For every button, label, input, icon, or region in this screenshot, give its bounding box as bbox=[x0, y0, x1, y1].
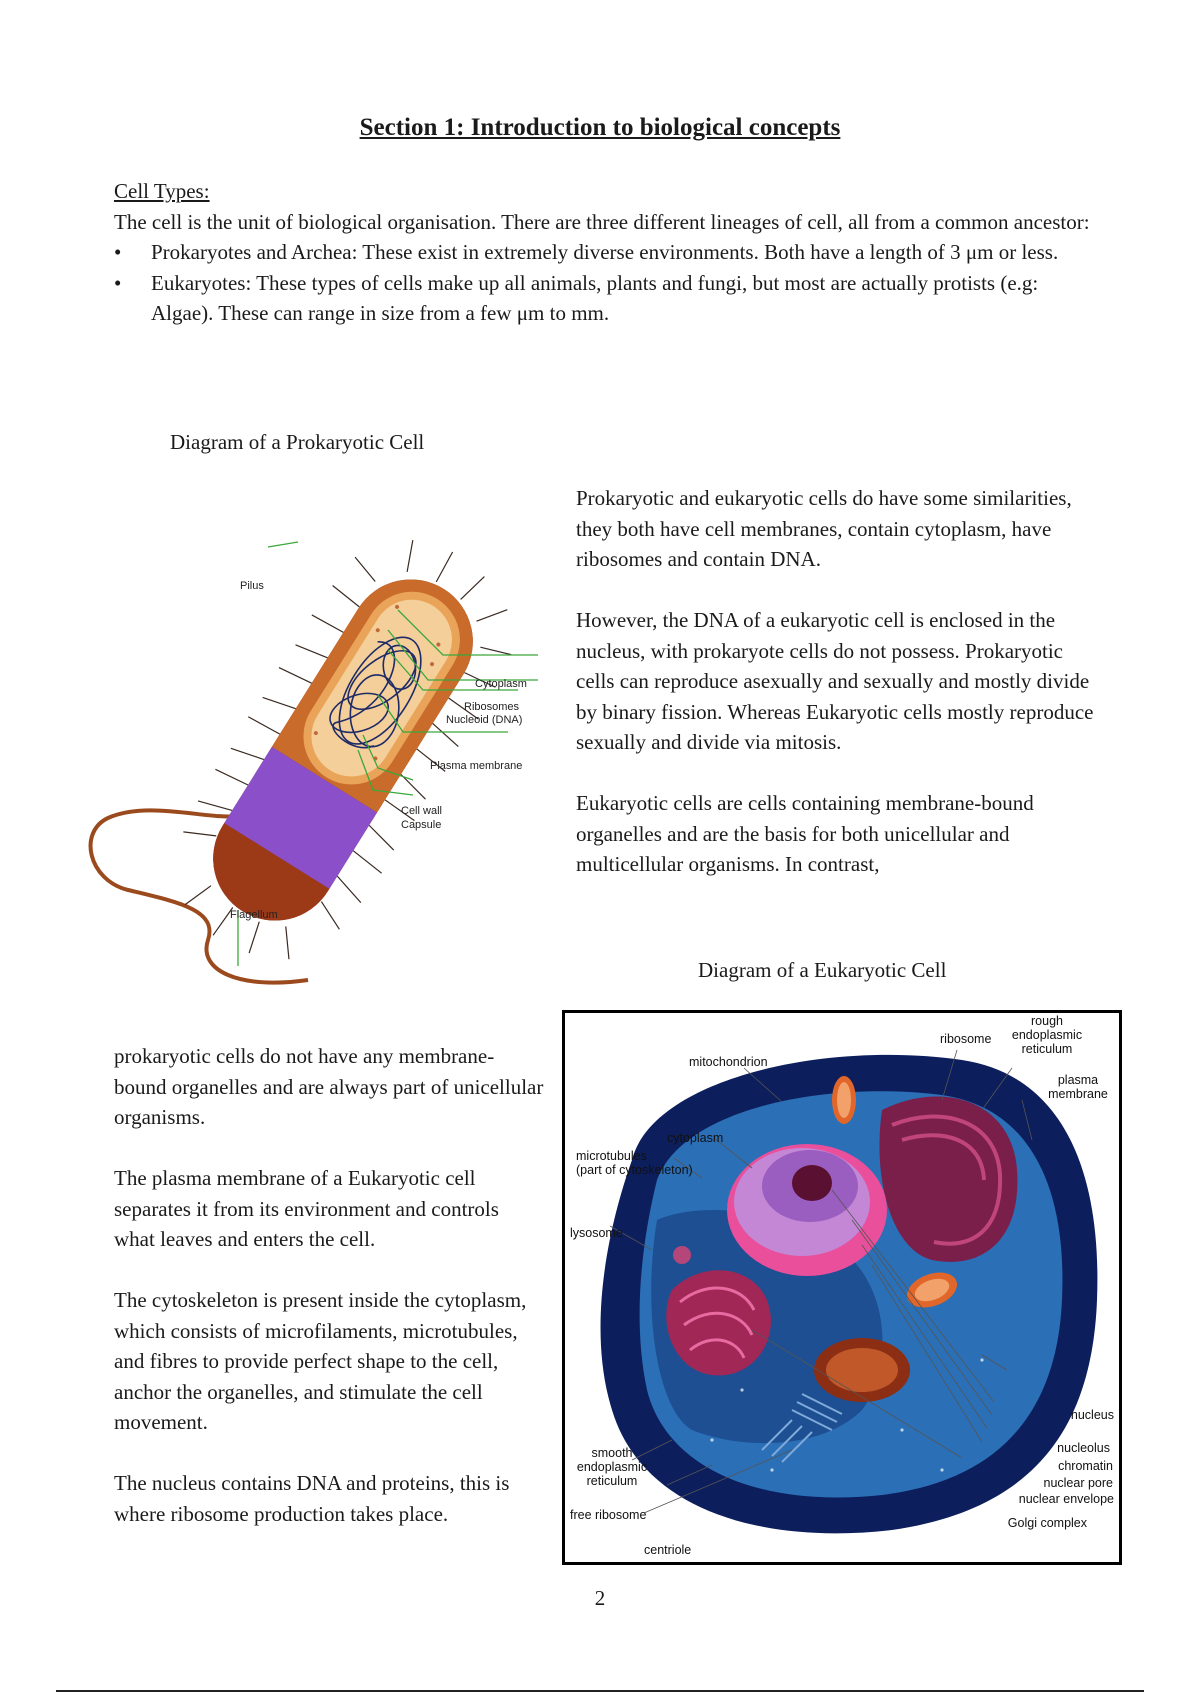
nucleolus-shape bbox=[792, 1165, 832, 1201]
list-item: • Eukaryotes: These types of cells make up all animals, plants and fungi, but most are actually protists (e.g: Algae). These can range in size from a few μm to mm. bbox=[114, 268, 1094, 329]
label-rough-er-3: reticulum bbox=[1021, 1042, 1073, 1056]
prokaryote-body bbox=[140, 506, 546, 990]
cell-types-section bbox=[114, 176, 1094, 329]
label-nuclear-pore: nuclear pore bbox=[1043, 1476, 1113, 1490]
label-nucleoid: Nucleoid (DNA) bbox=[446, 714, 523, 726]
list-item: • Prokaryotes and Archea: These exist in extremely diverse environments. Both have a length of 3 μm or less. bbox=[114, 237, 1094, 268]
label-smooth-er-3: reticulum bbox=[586, 1474, 638, 1488]
page-title: Section 1: Introduction to biological concepts bbox=[359, 114, 841, 141]
bottom-divider bbox=[56, 1690, 1144, 1692]
label-cell-wall: Cell wall bbox=[401, 805, 442, 817]
cell-types-heading: Cell Types: bbox=[114, 179, 210, 203]
label-flagellum: Flagellum bbox=[230, 909, 278, 921]
label-centriole: centriole bbox=[644, 1543, 692, 1557]
right-column-text bbox=[576, 483, 1096, 910]
paragraph: However, the DNA of a eukaryotic cell is enclosed in the nucleus, with prokaryote cells do not possess. Prokaryotic cells can reproduce asexually and sexually and mostly divide by binary fission. Whereas Eukaryotic cells mostly reproduce sexually and divide via mitosis. bbox=[576, 608, 1094, 754]
label-smooth-er-1: smooth bbox=[591, 1446, 633, 1460]
label-free-ribosome: free ribosome bbox=[570, 1508, 647, 1522]
label-cytoplasm: Cytoplasm bbox=[475, 678, 527, 690]
label-plasma-membrane-2: membrane bbox=[1048, 1087, 1108, 1101]
label-plasma-membrane: Plasma membrane bbox=[430, 760, 523, 772]
eukaryotic-cell-diagram bbox=[562, 1010, 1122, 1565]
paragraph: The nucleus contains DNA and proteins, this is where ribosome production takes place. bbox=[114, 1471, 510, 1526]
label-rough-er-2: endoplasmic bbox=[1011, 1028, 1083, 1042]
label-nuclear-envelope: nuclear envelope bbox=[1018, 1492, 1114, 1506]
left-column-text bbox=[114, 1041, 544, 1560]
label-smooth-er-2: endoplasmic bbox=[576, 1460, 648, 1474]
label-chromatin: chromatin bbox=[1058, 1459, 1113, 1473]
paragraph: Eukaryotic cells are cells containing membrane-bound organelles and are the basis for both unicellular and multicellular organisms. In contrast, bbox=[576, 791, 1034, 876]
label-nucleus: nucleus bbox=[1070, 1408, 1114, 1422]
prokaryote-diagram-caption: Diagram of a Prokaryotic Cell bbox=[170, 430, 425, 454]
label-golgi-complex: Golgi complex bbox=[1007, 1516, 1087, 1530]
label-cytoplasm: cytoplasm bbox=[667, 1131, 724, 1145]
label-microtubules-1: microtubules bbox=[576, 1149, 647, 1163]
paragraph: The cytoskeleton is present inside the cytoplasm, which consists of microfilaments, microtubules, and fibres to provide perfect shape to the cell, anchor the organelles, and stimulate the cell movement. bbox=[114, 1288, 527, 1434]
cell-types-intro: The cell is the unit of biological organisation. There are three different lineages of cell, all from a common ancestor: bbox=[114, 209, 1090, 234]
label-plasma-membrane-1: plasma bbox=[1057, 1073, 1099, 1087]
label-microtubules-2: (part of cytoskeleton) bbox=[576, 1163, 693, 1177]
cell-types-list bbox=[114, 237, 1094, 329]
label-pilus: Pilus bbox=[240, 580, 264, 592]
nucleus-shape bbox=[727, 1144, 887, 1276]
label-ribosomes: Ribosomes bbox=[464, 701, 520, 713]
paragraph: prokaryotic cells do not have any membrane-bound organelles and are always part of unicellular organisms. bbox=[114, 1044, 544, 1129]
lysosome-shape bbox=[673, 1246, 691, 1264]
label-capsule: Capsule bbox=[401, 819, 442, 831]
prokaryotic-cell-diagram bbox=[88, 500, 558, 990]
paragraph: Prokaryotic and eukaryotic cells do have some similarities, they both have cell membranes, contain cytoplasm, have ribosomes and contain DNA. bbox=[576, 486, 1072, 571]
page-number: 2 bbox=[594, 1586, 606, 1610]
label-nucleolus: nucleolus bbox=[1057, 1441, 1110, 1455]
paragraph: The plasma membrane of a Eukaryotic cell separates it from its environment and controls what leaves and enters the cell. bbox=[114, 1166, 499, 1251]
eukaryote-diagram-caption: Diagram of a Eukaryotic Cell bbox=[698, 958, 947, 982]
label-ribosome: ribosome bbox=[940, 1032, 992, 1046]
label-lysosome: lysosome bbox=[570, 1226, 623, 1240]
label-mitochondrion: mitochondrion bbox=[689, 1055, 768, 1069]
label-rough-er-1: rough bbox=[1031, 1014, 1063, 1028]
